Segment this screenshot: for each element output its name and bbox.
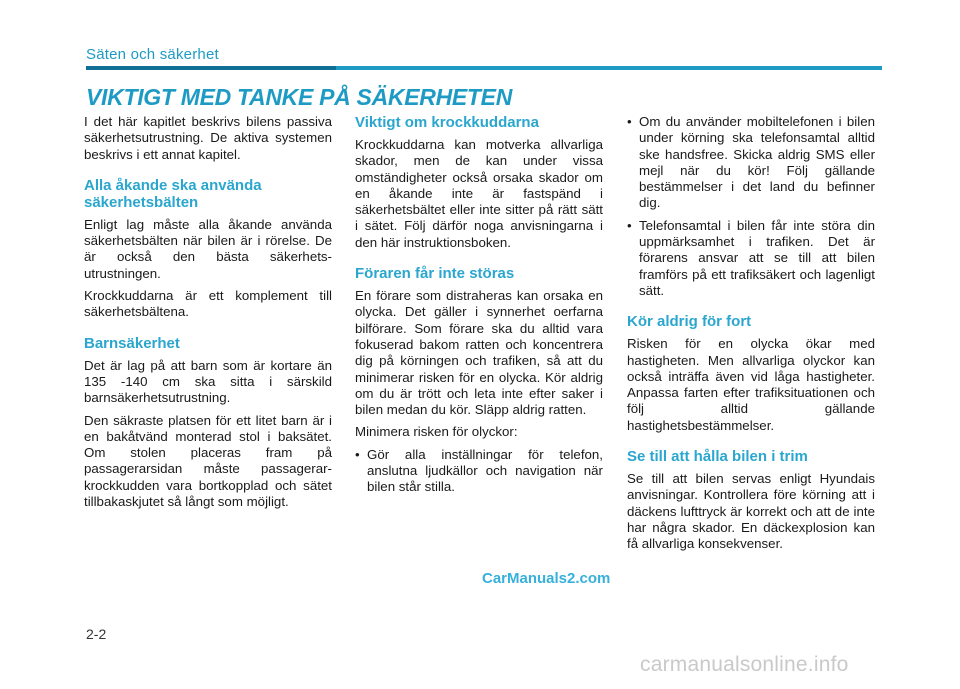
page-number: 2-2 [86,626,107,642]
child-seat-paragraph: Den säkraste platsen för ett litet barn är i en bakåtvänd monterad stol i baksätet. Om stolen placeras fram på passagerarsidan måste passagerar-krockkudden vara bortkopplad och sätet tillbakaskjutet så långt som möjligt. [84,412,332,510]
bullet-icon: • [627,217,632,233]
bullet-icon: • [627,114,632,129]
seatbelt-heading: Alla åkande ska använda säkerhetsbälten [84,176,262,211]
list-item-text: Gör alla inställningar för telefon, anslutna ljudkällor och navigation när bilen står stilla. [367,446,603,495]
speed-paragraph: Risken för en olycka ökar med hastigheten. Men allvarliga olyckor kan också inträffa även vid låga hastigheter. Anpassa farten efter trafiksituationen och följ alltid gällande hastighetsbestämmelser. [627,336,875,433]
child-safety-heading: Barnsäkerhet [84,334,180,352]
risk-list [355,447,603,496]
phone-list [627,114,875,299]
distraction-heading: Föraren får inte störas [355,265,515,283]
airbag-heading: Viktigt om krockkuddarna [355,114,539,131]
child-height-paragraph: Det är lag på att barn som är kortare än 135 -140 cm ska sitta i särskild barnsäkerhetsutrustning. [84,357,332,406]
watermark: CarManuals2.com [482,570,611,587]
list-item [627,114,875,212]
airbag-paragraph: Krockkuddarna kan motverka allvarliga skador, men de kan under vissa omständigheter också orsaka skador om en åkande inte är fastspänd i säkerhetsbältet eller inte sitter på rätt sätt i sätet. Följ därför noga anvisningarna i den här instruktionsboken. [355,137,603,250]
page-title: VIKTIGT MED TANKE PÅ SÄKERHETEN [86,84,513,110]
list-item-text: Telefonsamtal i bilen får inte störa din uppmärksamhet i trafiken. Det är förarens ansvar att se till att bilen framförs på ett trafiksäkert och lagenligt sätt. [639,217,875,298]
column-1 [84,114,332,516]
seatbelt-paragraph: Enligt lag måste alla åkande använda säkerhetsbälten när bilen är i rörelse. De är också den bästa säkerhets-utrustningen. [84,216,332,281]
column-3 [627,114,875,559]
maintenance-paragraph: Se till att bilen servas enligt Hyundais anvisningar. Kontrollera före körning att i däckens lufttryck är korrekt och att de inte har några skador. En däckexplosion kan få allvarliga konsekvenser. [627,471,875,552]
list-item [627,218,875,299]
section-title: Säten och säkerhet [86,46,219,63]
list-item [355,447,603,496]
column-2 [355,114,603,502]
footer-watermark: carmanualsonline.info [640,653,849,676]
minimize-risk-paragraph: Minimera risken för olyckor: [355,424,518,440]
header-rule-accent [86,66,336,70]
maintenance-heading: Se till att hålla bilen i trim [627,448,808,466]
distraction-paragraph: En förare som distraheras kan orsaka en olycka. Det gäller i synnerhet oerfarna bilförare. Som förare ska du alltid vara fokuserad bakom ratten och koncentrera dig på körningen och trafiken, så att du minimerar risken för en olycka. Kör aldrig om du är trött och leta inte efter saker i bilen medan du kör. Släpp aldrig ratten. [355,288,603,418]
intro-paragraph: I det här kapitlet beskrivs bilens passiva säkerhetsutrustning. De aktiva systemen beskrivs i ett annat kapitel. [84,114,332,162]
bullet-icon: • [355,446,360,462]
list-item-text: Om du använder mobiltelefonen i bilen under körning ska telefonsamtal alltid ske handsfree. Skicka aldrig SMS eller mejl när du kör! Följ gällande bestämmelser i det land du befinner dig. [639,114,875,211]
speed-heading: Kör aldrig för fort [627,313,752,331]
airbag-complement-paragraph: Krockkuddarna är ett komplement till säkerhetsbältena. [84,288,332,320]
